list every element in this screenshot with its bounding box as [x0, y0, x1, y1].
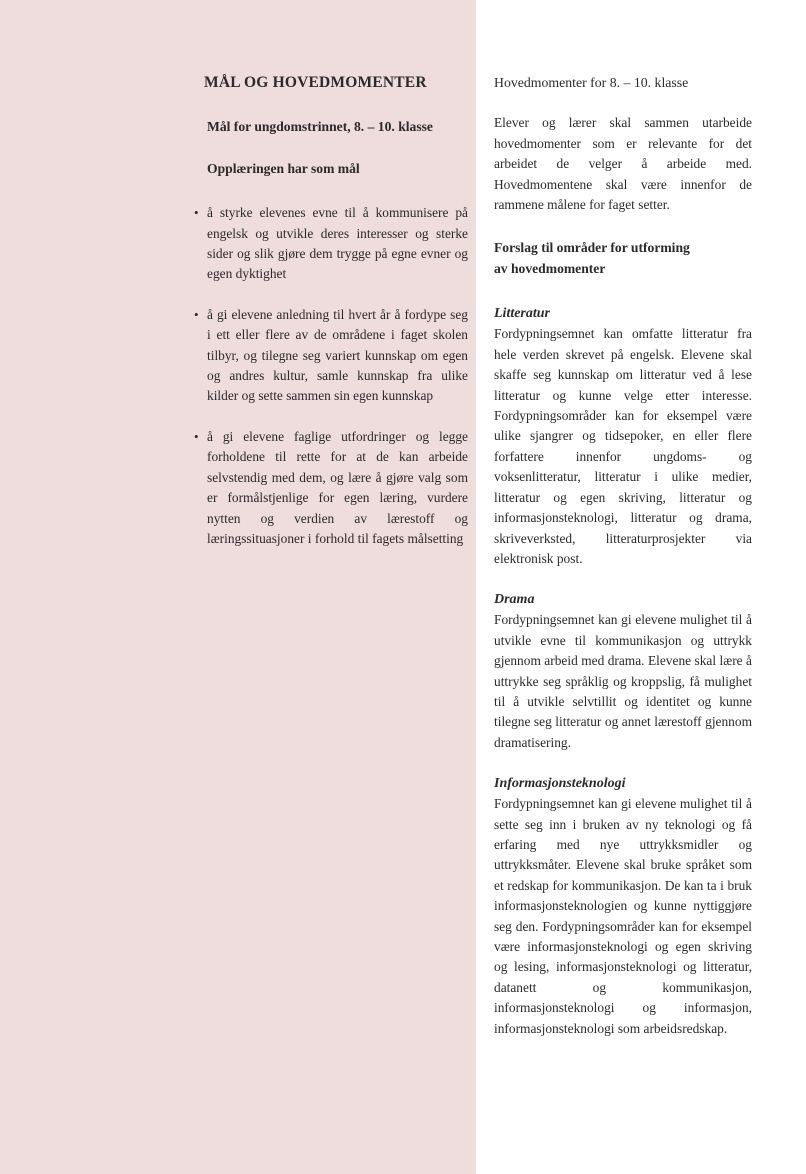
training-goals-subheading: Opplæringen har som mål	[207, 160, 360, 176]
proposal-heading	[494, 237, 752, 279]
goals-list	[200, 203, 468, 549]
main-moments-heading: Hovedmomenter for 8. – 10. klasse	[494, 75, 689, 90]
right-column	[494, 70, 752, 1039]
goal-item: • å gi elevene faglige utfordringer og legge forholdene til rette for at de kan arbeide selvstendig med dem, og lære å gjøre valg som er formålstjenlige for egen læring, vurdere nytten og verdien av lærestoff og læringssituasjoner i forhold til fagets målsetting	[200, 427, 468, 549]
goal-item: • å styrke elevenes evne til å kommunisere på engelsk og utvikle deres interesser og sterke sider og slik gjøre dem trygge på egne evner og egen dyktighet	[200, 203, 468, 285]
section-text: Fordypningsemnet kan omfatte litteratur fra hele verden skrevet på engelsk. Elevene skal skaffe seg kunnskap om litteratur ved å lese litteratur og kunne velge etter interesse. Fordypningsområder kan for eksempel være ulike sjangrer og tidsepoker, en eller flere forfattere innenfor ungdoms- og voksenlitteratur, litteratur i ulike medier, litteratur og egen skriving, litteratur og informasjonsteknologi, litteratur og drama, skriveverksted, litteraturprosjekter via elektronisk post.	[494, 326, 752, 566]
section-litteratur	[494, 303, 752, 569]
left-column	[200, 70, 468, 569]
proposal-heading-line1: Forslag til områder for utforming	[494, 240, 690, 256]
section-drama	[494, 589, 752, 753]
goals-subheading: Mål for ungdomstrinnet, 8. – 10. klasse	[207, 119, 433, 135]
proposal-heading-line2: av hovedmomenter	[494, 261, 606, 277]
section-informasjonsteknologi	[494, 773, 752, 1039]
section-title: Drama	[494, 592, 535, 608]
section-title: Litteratur	[494, 306, 551, 322]
section-title: Informasjonsteknologi	[494, 776, 626, 792]
section-text: Fordypningsemnet kan gi elevene mulighet til å utvikle evne til kommunikasjon og uttrykk gjennom arbeid med drama. Elevene skal lære å uttrykke seg språklig og kroppslig, få mulighet til å utvikle selvtillit og identitet og kunne tilegne seg litteratur og annet lærestoff gjennom dramatisering.	[494, 612, 752, 750]
goal-item: • å gi elevene anledning til hvert år å fordype seg i ett eller flere av de områdene i faget skolen tilbyr, og tilegne seg variert kunnskap om egen og andres kultur, samle kunnskap fra ulike kilder og sette sammen sin egen kunnskap	[200, 305, 468, 407]
main-heading: MÅL OG HOVEDMOMENTER	[204, 74, 427, 91]
section-text: Fordypningsemnet kan gi elevene mulighet til å sette seg inn i bruken av ny teknologi og få erfaring med nye uttrykksmidler og uttrykksmåter. Elevene skal bruke språket som et redskap for kommunikasjon. De kan ta i bruk informasjonsteknologien og kunne nyttiggjøre seg den. Fordypningsområder kan for eksempel være informasjonsteknologi og egen skriving og lesing, informasjonsteknologi og litteratur, datanett og kommunikasjon, informasjonsteknologi og informasjon, informasjonsteknologi som arbeidsredskap.	[494, 796, 752, 1036]
intro-paragraph: Elever og lærer skal sammen utarbeide hovedmomenter som er relevante for det arbeidet de velger å arbeide med. Hovedmomentene skal være innenfor de rammene målene for faget setter.	[494, 115, 752, 213]
